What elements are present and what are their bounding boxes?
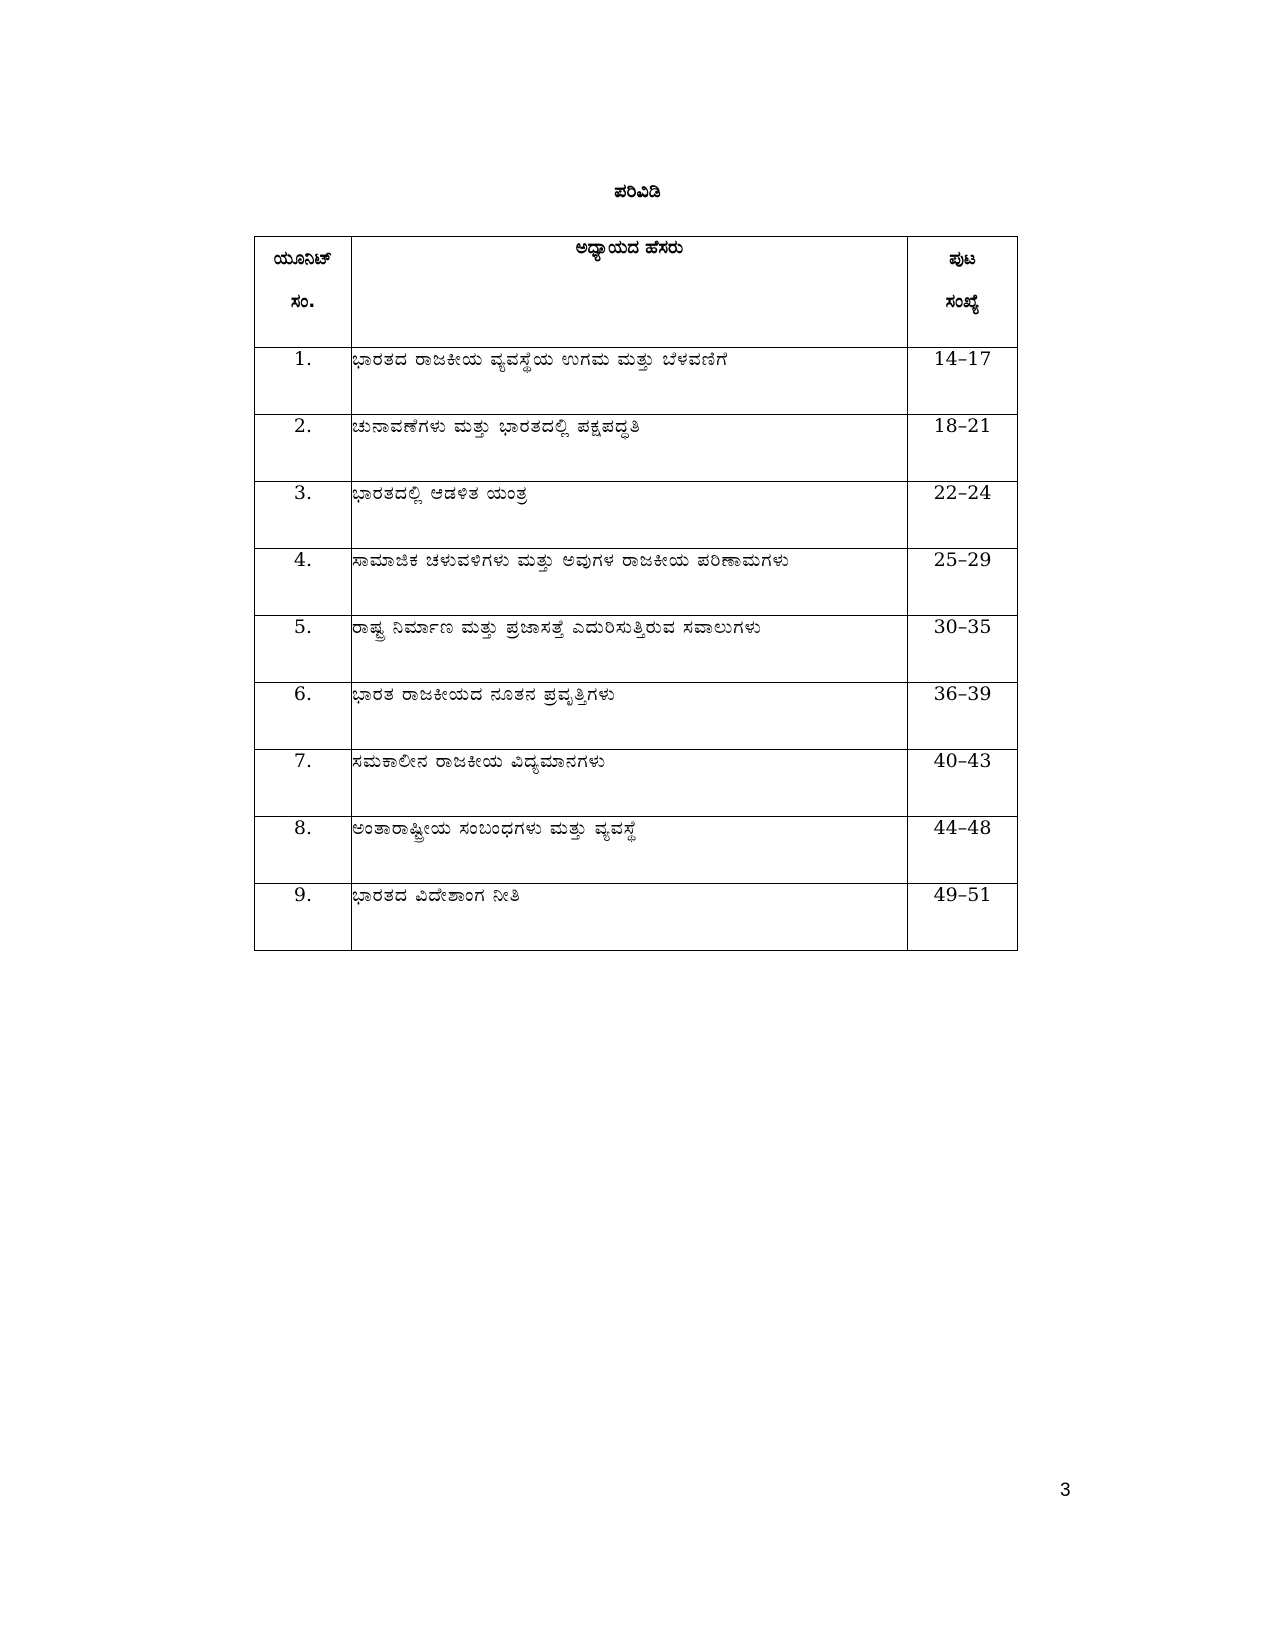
page-range: 49–51 — [908, 884, 1018, 951]
page-range: 14–17 — [908, 348, 1018, 415]
page-range: 18–21 — [908, 415, 1018, 482]
table-row — [255, 415, 1018, 482]
page-range: 44–48 — [908, 817, 1018, 884]
page-header-line2: ಸಂಖ್ಯೆ — [945, 291, 980, 312]
unit-number: 1. — [255, 348, 352, 415]
chapter-name-header: ಅಧ್ಯಾಯದ ಹೆಸರು — [352, 237, 908, 348]
table-row — [255, 348, 1018, 415]
page-number-header — [908, 237, 1018, 348]
unit-header-line2: ಸಂ. — [290, 291, 316, 312]
chapter-title: ಭಾರತದಲ್ಲಿ ಆಡಳಿತ ಯಂತ್ರ — [352, 482, 908, 549]
chapter-title: ಭಾರತದ ರಾಜಕೀಯ ವ್ಯವಸ್ಥೆಯ ಉಗಮ ಮತ್ತು ಬೆಳವಣಿಗೆ — [352, 348, 908, 415]
page-number: 3 — [1060, 1480, 1071, 1501]
table-row — [255, 817, 1018, 884]
chapter-title: ಚುನಾವಣೆಗಳು ಮತ್ತು ಭಾರತದಲ್ಲಿ ಪಕ್ಷಪದ್ಧತಿ — [352, 415, 908, 482]
table-row — [255, 884, 1018, 951]
chapter-title: ಸಮಕಾಲೀನ ರಾಜಕೀಯ ವಿದ್ಯಮಾನಗಳು — [352, 750, 908, 817]
chapter-title: ಸಾಮಾಜಿಕ ಚಳುವಳಿಗಳು ಮತ್ತು ಅವುಗಳ ರಾಜಕೀಯ ಪರಿಣಾಮಗಳು — [352, 549, 908, 616]
chapter-title: ಭಾರತ ರಾಜಕೀಯದ ನೂತನ ಪ್ರವೃತ್ತಿಗಳು — [352, 683, 908, 750]
unit-number: 6. — [255, 683, 352, 750]
table-row — [255, 683, 1018, 750]
unit-header-line1: ಯೂನಿಟ್ — [273, 248, 333, 269]
chapter-title: ರಾಷ್ಟ್ರ ನಿರ್ಮಾಣ ಮತ್ತು ಪ್ರಜಾಸತ್ತೆ ಎದುರಿಸುತ್ತಿರುವ ಸವಾಲುಗಳು — [352, 616, 908, 683]
table-row — [255, 616, 1018, 683]
chapter-title: ಭಾರತದ ವಿದೇಶಾಂಗ ನೀತಿ — [352, 884, 908, 951]
page-range: 40–43 — [908, 750, 1018, 817]
unit-number: 9. — [255, 884, 352, 951]
table-header-row — [255, 237, 1018, 348]
table-row — [255, 750, 1018, 817]
unit-number: 3. — [255, 482, 352, 549]
page-range: 36–39 — [908, 683, 1018, 750]
unit-number: 2. — [255, 415, 352, 482]
page-header-line1: ಪುಟ — [949, 248, 976, 269]
unit-number: 7. — [255, 750, 352, 817]
contents-table — [254, 236, 1018, 951]
page-range: 25–29 — [908, 549, 1018, 616]
table-row — [255, 549, 1018, 616]
table-row — [255, 482, 1018, 549]
unit-number: 5. — [255, 616, 352, 683]
unit-number-header — [255, 237, 352, 348]
chapter-title: ಅಂತಾರಾಷ್ಟ್ರೀಯ ಸಂಬಂಧಗಳು ಮತ್ತು ವ್ಯವಸ್ಥೆ — [352, 817, 908, 884]
page-title: ಪರಿವಿಡಿ — [614, 180, 661, 202]
unit-number: 4. — [255, 549, 352, 616]
page-range: 30–35 — [908, 616, 1018, 683]
unit-number: 8. — [255, 817, 352, 884]
page-range: 22–24 — [908, 482, 1018, 549]
